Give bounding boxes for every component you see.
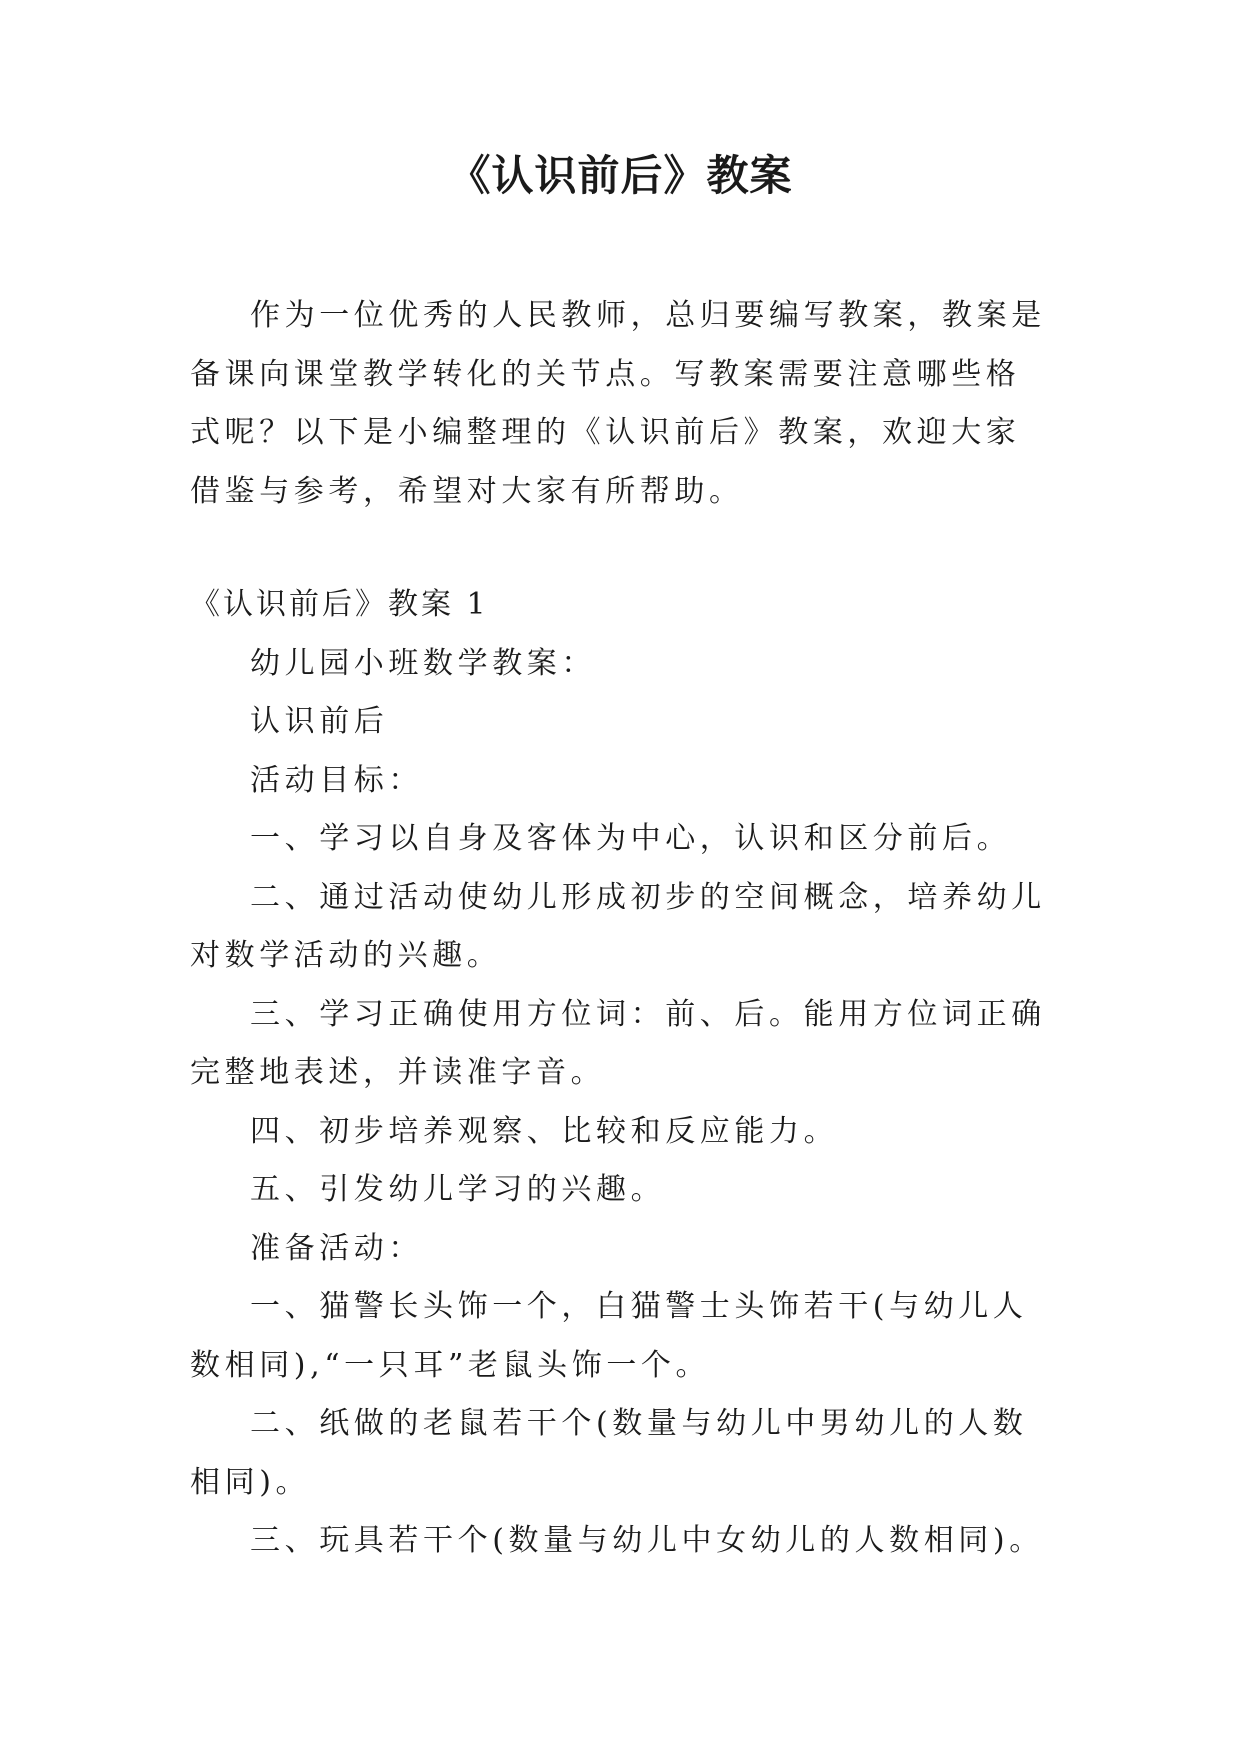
paragraph: 准备活动： — [250, 1230, 423, 1266]
paragraph: 二、纸做的老鼠若干个(数量与幼儿中男幼儿的人数相同)。 — [190, 1406, 1028, 1500]
paragraph: 幼儿园小班数学教案： — [250, 645, 596, 681]
paragraph: 五、引发幼儿学习的兴趣。 — [250, 1172, 666, 1207]
paragraph: 一、学习以自身及客体为中心，认识和区分前后。 — [250, 821, 1012, 856]
paragraph: 认识前后 — [250, 704, 389, 739]
section-block — [190, 576, 1050, 1571]
section-heading: 《认识前后》教案 1 — [190, 587, 489, 622]
paragraph: 三、学习正确使用方位词：前、后。能用方位词正确完整地表述，并读准字音。 — [190, 996, 1046, 1090]
intro-block — [190, 287, 1050, 521]
paragraph: 一、猫警长头饰一个，白猫警士头饰若干(与幼儿人数相同),“一只耳”老鼠头饰一个。 — [190, 1289, 1028, 1383]
paragraph: 三、玩具若干个(数量与幼儿中女幼儿的人数相同)。 — [250, 1523, 1044, 1558]
paragraph: 四、初步培养观察、比较和反应能力。 — [250, 1113, 839, 1149]
intro-paragraph: 作为一位优秀的人民教师，总归要编写教案，教案是备课向课堂教学转化的关节点。写教案需要注意哪些格式呢？以下是小编整理的《认识前后》教案，欢迎大家借鉴与参考，希望对大家有所帮助。 — [190, 298, 1046, 509]
paragraph: 活动目标： — [250, 762, 423, 798]
paragraph: 二、通过活动使幼儿形成初步的空间概念，培养幼儿对数学活动的兴趣。 — [190, 879, 1046, 973]
document-title: 《认识前后》教案 — [448, 151, 793, 200]
